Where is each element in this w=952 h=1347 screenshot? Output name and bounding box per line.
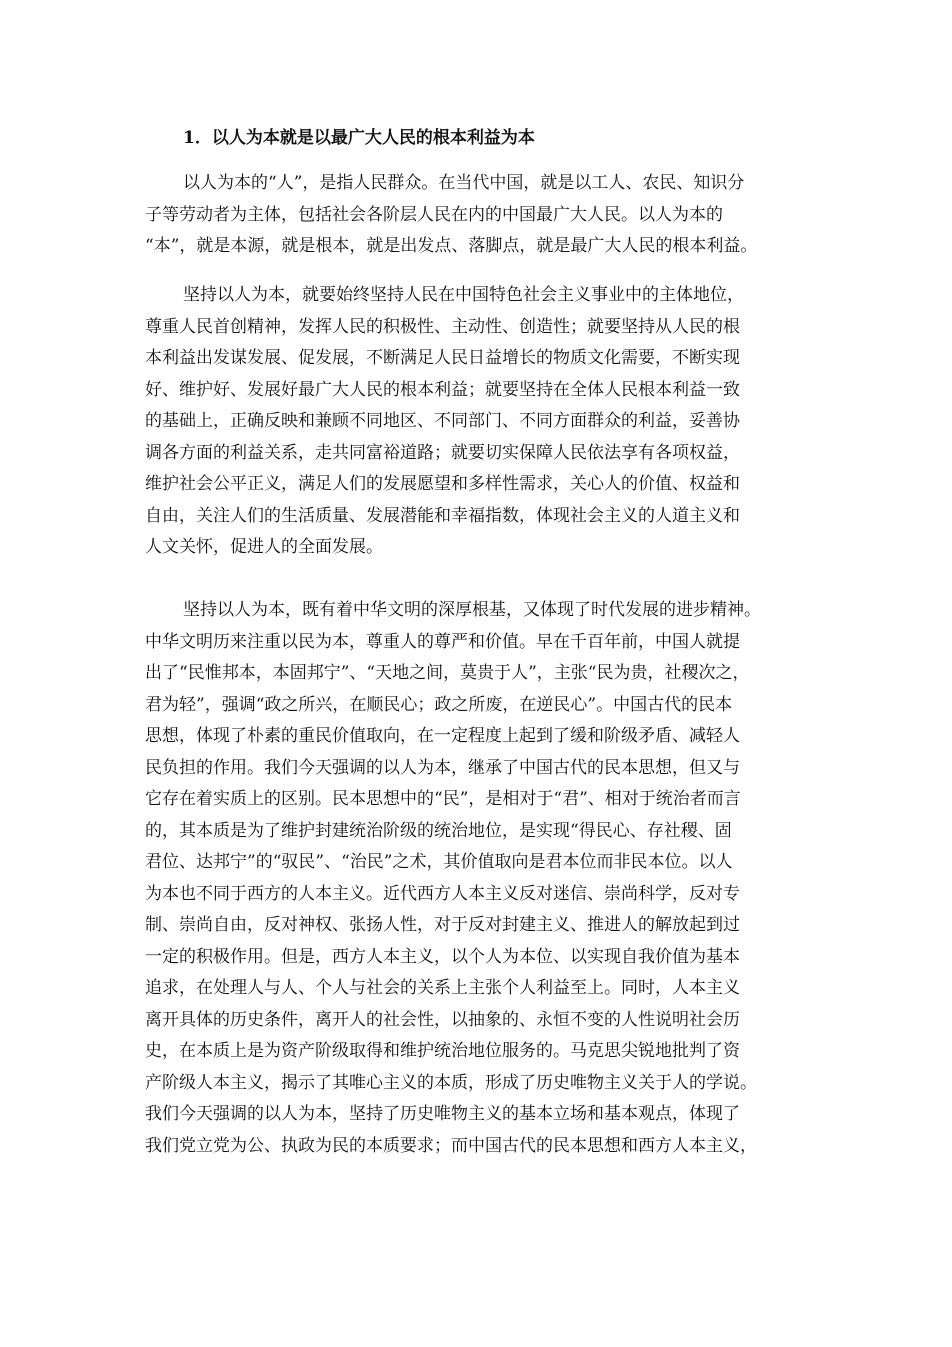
text-line: 它存在着实质上的区别。民本思想中的“民”，是相对于“君”、相对于统治者而言 (145, 789, 741, 809)
text-line: 好、维护好、发展好最广大人民的根本利益；就要坚持在全体人民根本利益一致 (145, 379, 740, 400)
paragraph-1 (145, 168, 817, 263)
text-line: 的，其本质是为了维护封建统治阶级的统治地位，是实现“得民心、存社稷、固 (145, 820, 732, 841)
text-line: 产阶级人本主义，揭示了其唯心主义的本质，形成了历史唯物主义关于人的学说。 (145, 1072, 757, 1093)
text-line: 坚持以人为本，既有着中华文明的深厚根基，又体现了时代发展的进步精神。 (183, 600, 761, 620)
text-line: 民负担的作用。我们今天强调的以人为本，继承了中国古代的民本思想，但又与 (145, 757, 740, 778)
text-line: 史，在本质上是为资产阶级取得和维护统治地位服务的。马克思尖锐地批判了资 (145, 1041, 740, 1061)
text-line: 思想，体现了朴素的重民价值取向，在一定程度上起到了缓和阶级矛盾、减轻人 (145, 726, 740, 746)
text-line: 人文关怀，促进人的全面发展。 (145, 537, 383, 557)
text-line: 一定的积极作用。但是，西方人本主义，以个人为本位、以实现自我价值为基本 (145, 946, 740, 967)
text-line: 我们今天强调的以人为本，坚持了历史唯物主义的基本立场和基本观点，体现了 (145, 1104, 740, 1124)
text-line: 维护社会公平正义，满足人们的发展愿望和多样性需求，关心人的价值、权益和 (145, 474, 740, 494)
paragraph-2 (145, 280, 817, 564)
section-heading: 1．以人为本就是以最广大人民的根本利益为本 (183, 128, 535, 148)
text-line: 坚持以人为本，就要始终坚持人民在中国特色社会主义事业中的主体地位， (183, 285, 744, 305)
text-line: 以人为本的“人”，是指人民群众。在当代中国，就是以工人、农民、知识分 (183, 173, 745, 193)
text-line: 本利益出发谋发展、促发展，不断满足人民日益增长的物质文化需要，不断实现 (145, 348, 740, 368)
text-line: 尊重人民首创精神，发挥人民的积极性、主动性、创造性；就要坚持从人民的根 (145, 316, 740, 337)
text-line: 追求，在处理人与人、个人与社会的关系上主张个人利益至上。同时，人本主义 (145, 978, 740, 998)
text-line: 的基础上，正确反映和兼顾不同地区、不同部门、不同方面群众的利益，妥善协 (145, 411, 740, 431)
text-line: 出了“民惟邦本，本固邦宁”、“天地之间，莫贵于人”，主张“民为贵，社稷次之， (145, 663, 750, 683)
paragraph-3 (145, 595, 817, 1162)
text-line: 子等劳动者为主体，包括社会各阶层人民在内的中国最广大人民。以人为本的 (145, 204, 723, 225)
text-line: 中华文明历来注重以民为本，尊重人的尊严和价值。早在千百年前，中国人就提 (145, 631, 740, 652)
text-line: “本”，就是本源，就是根本，就是出发点、落脚点，就是最广大人民的根本利益。 (145, 236, 758, 256)
text-line: 自由，关注人们的生活质量、发展潜能和幸福指数，体现社会主义的人道主义和 (145, 505, 740, 526)
text-line: 为本也不同于西方的人本主义。近代西方人本主义反对迷信、崇尚科学，反对专 (145, 883, 740, 904)
text-line: 调各方面的利益关系，走共同富裕道路；就要切实保障人民依法享有各项权益， (145, 442, 740, 463)
text-line: 制、崇尚自由，反对神权、张扬人性，对于反对封建主义、推进人的解放起到过 (145, 915, 740, 935)
text-line: 离开具体的历史条件，离开人的社会性，以抽象的、永恒不变的人性说明社会历 (145, 1009, 740, 1030)
text-line: 我们党立党为公、执政为民的本质要求；而中国古代的民本思想和西方人本主义， (145, 1135, 757, 1156)
text-line: 君位、达邦宁”的“驭民”、“治民”之术，其价值取向是君本位而非民本位。以人 (145, 852, 733, 872)
text-line: 君为轻”，强调“政之所兴，在顺民心；政之所废，在逆民心”。中国古代的民本 (145, 694, 733, 715)
